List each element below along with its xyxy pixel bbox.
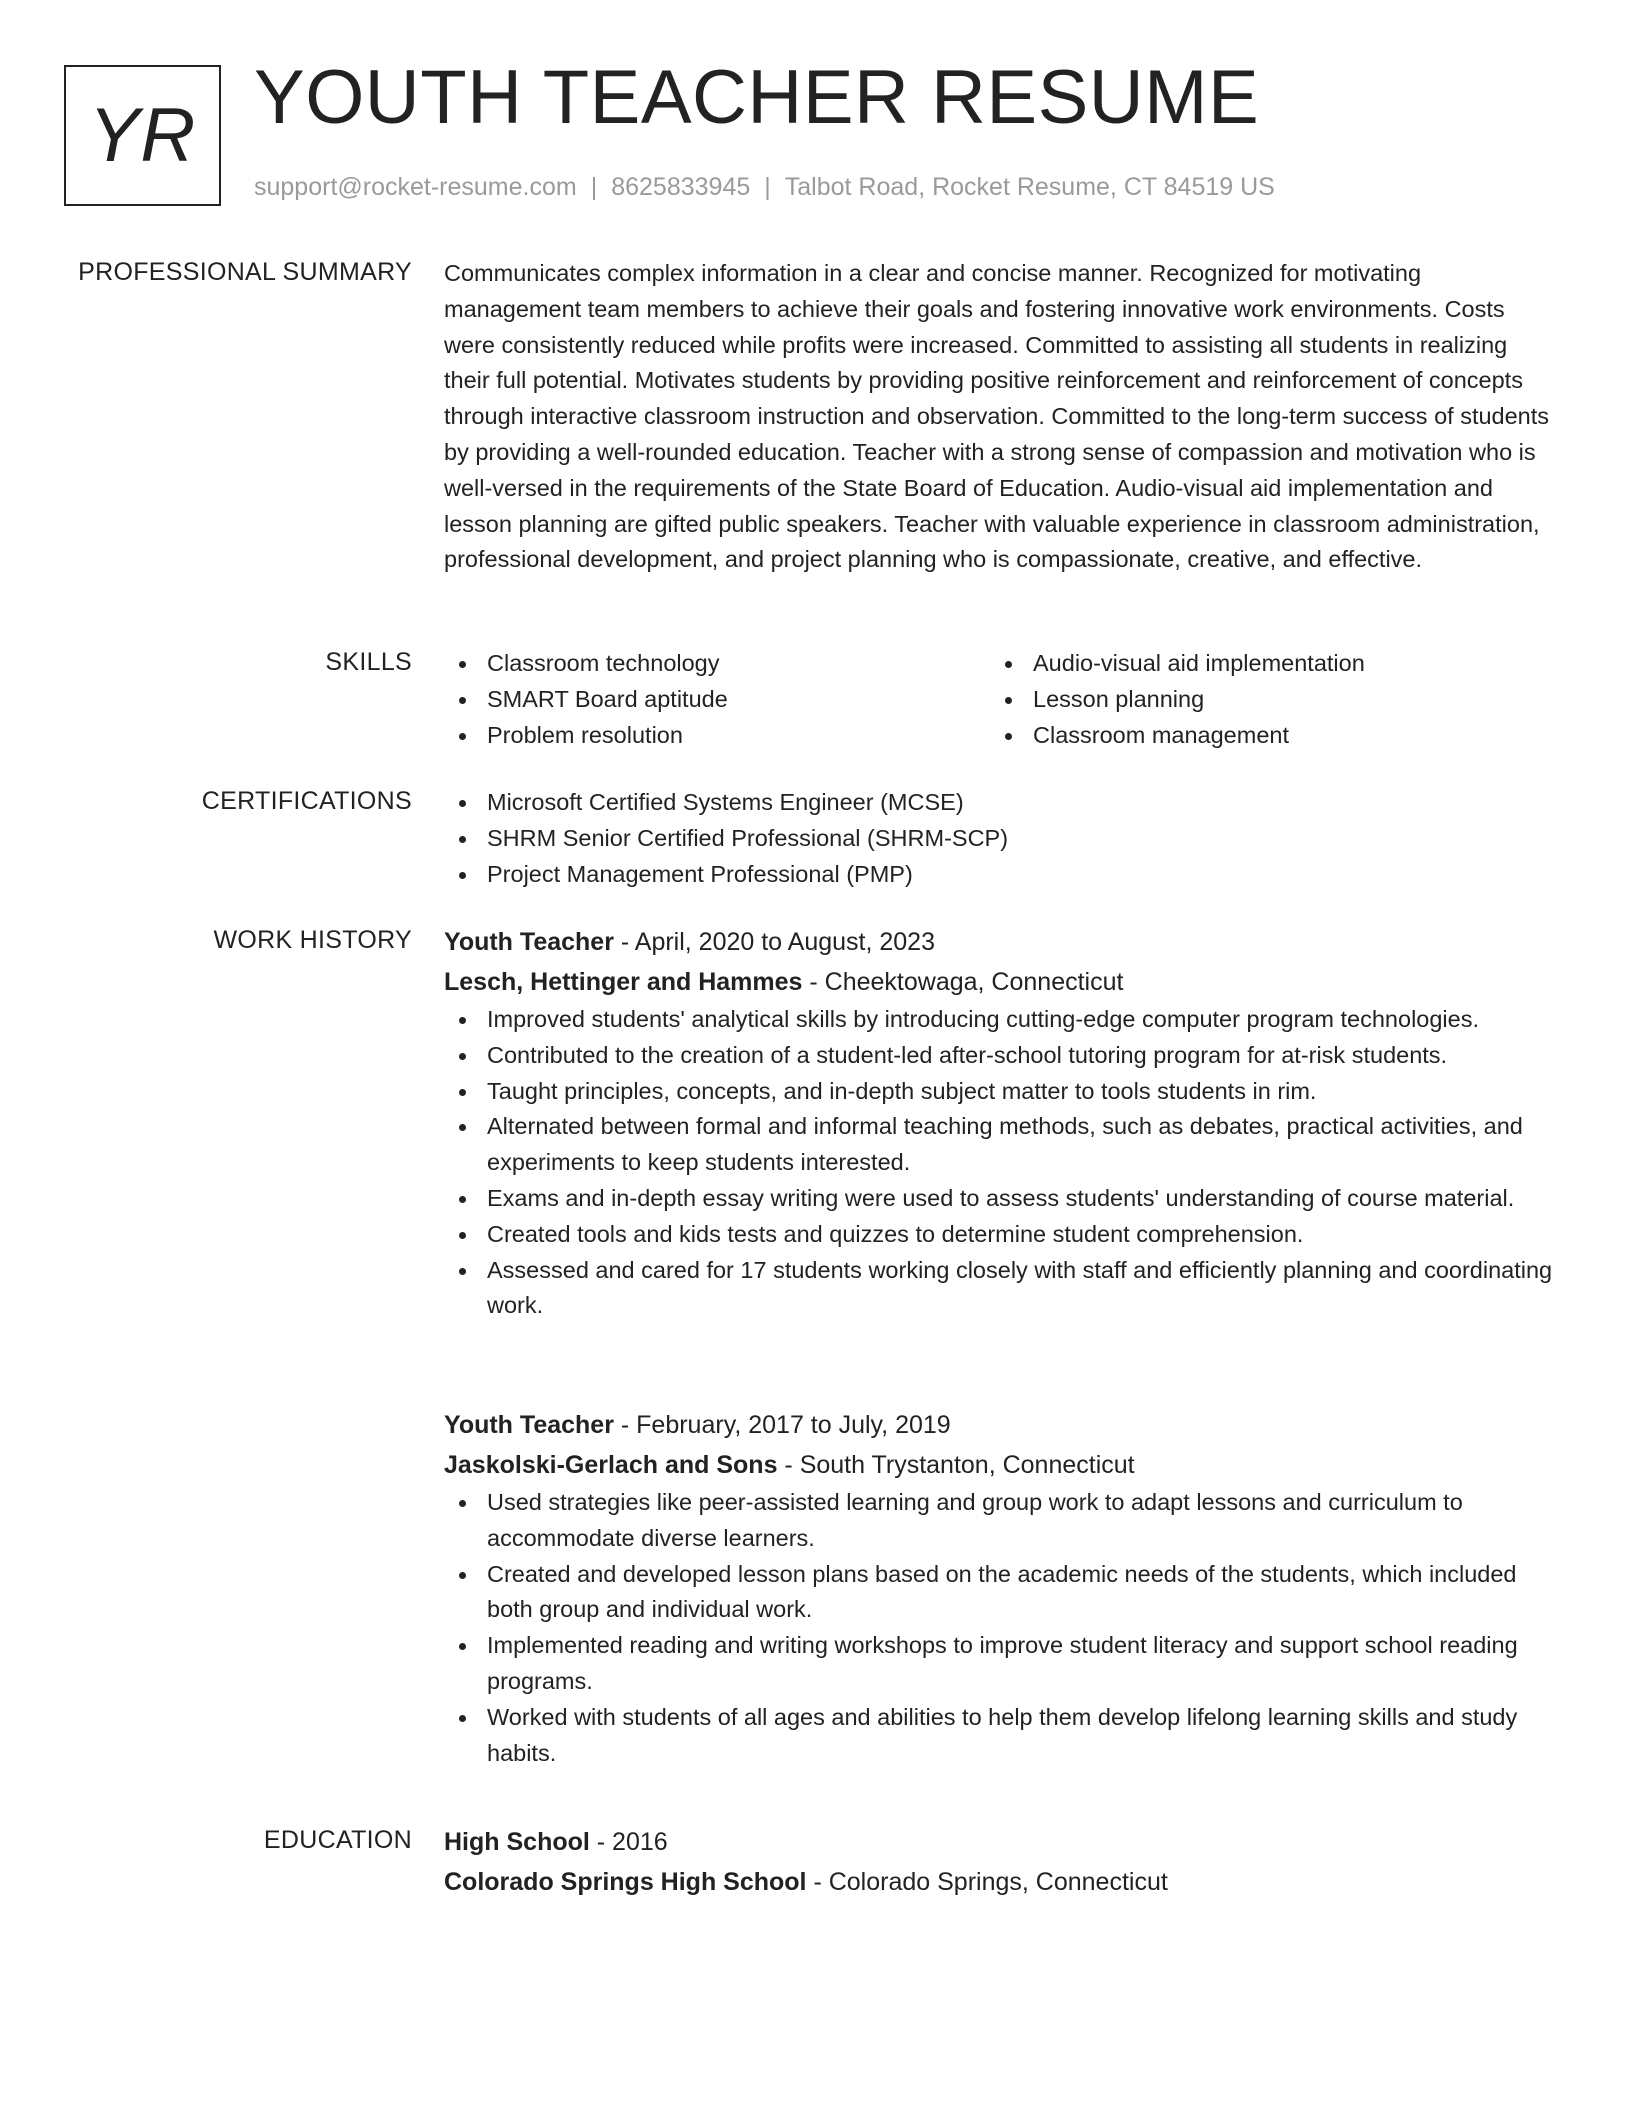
job-dates: - April, 2020 to August, 2023 — [613, 928, 935, 956]
job-entry — [444, 922, 1559, 1324]
contact-phone[interactable]: 8625833945 — [611, 173, 751, 201]
certification-item: SHRM Senior Certified Professional (SHRM-SCP) — [444, 821, 1559, 857]
monogram-logo: YR — [64, 65, 221, 206]
certifications-list — [444, 785, 1559, 892]
skill-item: Lesson planning — [990, 682, 1536, 718]
job-title-line — [444, 1405, 1559, 1445]
job-bullet: Improved students' analytical skills by introducing cutting-edge computer program technologies. — [444, 1002, 1559, 1038]
job-bullet: Exams and in-depth essay writing were used to assess students' understanding of course material. — [444, 1181, 1559, 1217]
job-bullet: Contributed to the creation of a student-led after-school tutoring program for at-risk students. — [444, 1038, 1559, 1074]
summary-text: Communicates complex information in a clear and concise manner. Recognized for motivating management team members to achieve their goals and fostering innovative work environments. Costs were consistently reduced while profits were increased. Committed to assisting all students in realizing their full potential. Motivates students by providing positive reinforcement and reinforcement of concepts through interactive classroom instruction and observation. Committed to the long-term success of students by providing a well-rounded education. Teacher with a strong sense of compassion and motivation who is well-versed in the requirements of the State Board of Education. Audio-visual aid implementation and lesson planning are gifted public speakers. Teacher with valuable experience in classroom administration, professional development, and project planning who is compassionate, creative, and effective. — [444, 260, 1550, 573]
job-company: Jaskolski-Gerlach and Sons — [444, 1451, 778, 1479]
summary-heading: PROFESSIONAL SUMMARY — [78, 258, 412, 286]
education-degree-line — [444, 1822, 1559, 1862]
job-bullet: Used strategies like peer-assisted learning and group work to adapt lessons and curriculum to accommodate diverse learners. — [444, 1485, 1559, 1557]
education-degree: High School — [444, 1828, 590, 1856]
job-bullet: Alternated between formal and informal teaching methods, such as debates, practical activities, and experiments to keep students interested. — [444, 1109, 1559, 1181]
resume-title: YOUTH TEACHER RESUME — [254, 55, 1260, 140]
job-bullet: Created tools and kids tests and quizzes to determine student comprehension. — [444, 1217, 1559, 1253]
skills-list — [444, 646, 1559, 753]
contact-email[interactable]: support@rocket-resume.com — [254, 173, 577, 201]
contact-line — [254, 173, 1275, 202]
job-location: - Cheektowaga, Connecticut — [802, 968, 1124, 996]
job-location: - South Trystanton, Connecticut — [777, 1451, 1135, 1479]
work-history-heading: WORK HISTORY — [213, 926, 412, 954]
job-bullet: Implemented reading and writing workshops to improve student literacy and support school reading programs. — [444, 1628, 1559, 1700]
job-bullet: Assessed and cared for 17 students working closely with staff and efficiently planning and coordinating work. — [444, 1253, 1559, 1325]
education-heading: EDUCATION — [263, 1826, 412, 1854]
job-title-line — [444, 922, 1559, 962]
contact-address: Talbot Road, Rocket Resume, CT 84519 US — [784, 173, 1275, 201]
job-bullets — [444, 1002, 1559, 1324]
job-company-line — [444, 962, 1559, 1002]
skills-heading: SKILLS — [325, 648, 412, 676]
job-company: Lesch, Hettinger and Hammes — [444, 968, 803, 996]
skill-item: SMART Board aptitude — [444, 682, 990, 718]
education-school-line — [444, 1862, 1559, 1902]
education-school: Colorado Springs High School — [444, 1868, 807, 1896]
skill-item: Classroom technology — [444, 646, 990, 682]
contact-separator: | — [590, 173, 598, 201]
job-dates: - February, 2017 to July, 2019 — [613, 1411, 951, 1439]
job-bullet: Worked with students of all ages and abilities to help them develop lifelong learning skills and study habits. — [444, 1700, 1559, 1772]
skill-item: Audio-visual aid implementation — [990, 646, 1536, 682]
job-bullets — [444, 1485, 1559, 1771]
job-bullet: Taught principles, concepts, and in-depth subject matter to tools students in rim. — [444, 1074, 1559, 1110]
certifications-heading: CERTIFICATIONS — [201, 787, 412, 815]
job-title: Youth Teacher — [444, 1411, 614, 1439]
job-bullet: Created and developed lesson plans based on the academic needs of the students, which included both group and individual work. — [444, 1557, 1559, 1629]
job-company-line — [444, 1445, 1559, 1485]
skill-item: Problem resolution — [444, 718, 990, 754]
education-location: - Colorado Springs, Connecticut — [806, 1868, 1168, 1896]
job-entry — [444, 1405, 1559, 1771]
certification-item: Project Management Professional (PMP) — [444, 857, 1559, 893]
education-year: - 2016 — [589, 1828, 668, 1856]
certifications-content — [444, 785, 1559, 892]
skill-item: Classroom management — [990, 718, 1536, 754]
job-title: Youth Teacher — [444, 928, 614, 956]
education-entry — [444, 1822, 1559, 1902]
certification-item: Microsoft Certified Systems Engineer (MCSE) — [444, 785, 1559, 821]
contact-separator: | — [764, 173, 771, 201]
skills-content — [444, 646, 1559, 753]
